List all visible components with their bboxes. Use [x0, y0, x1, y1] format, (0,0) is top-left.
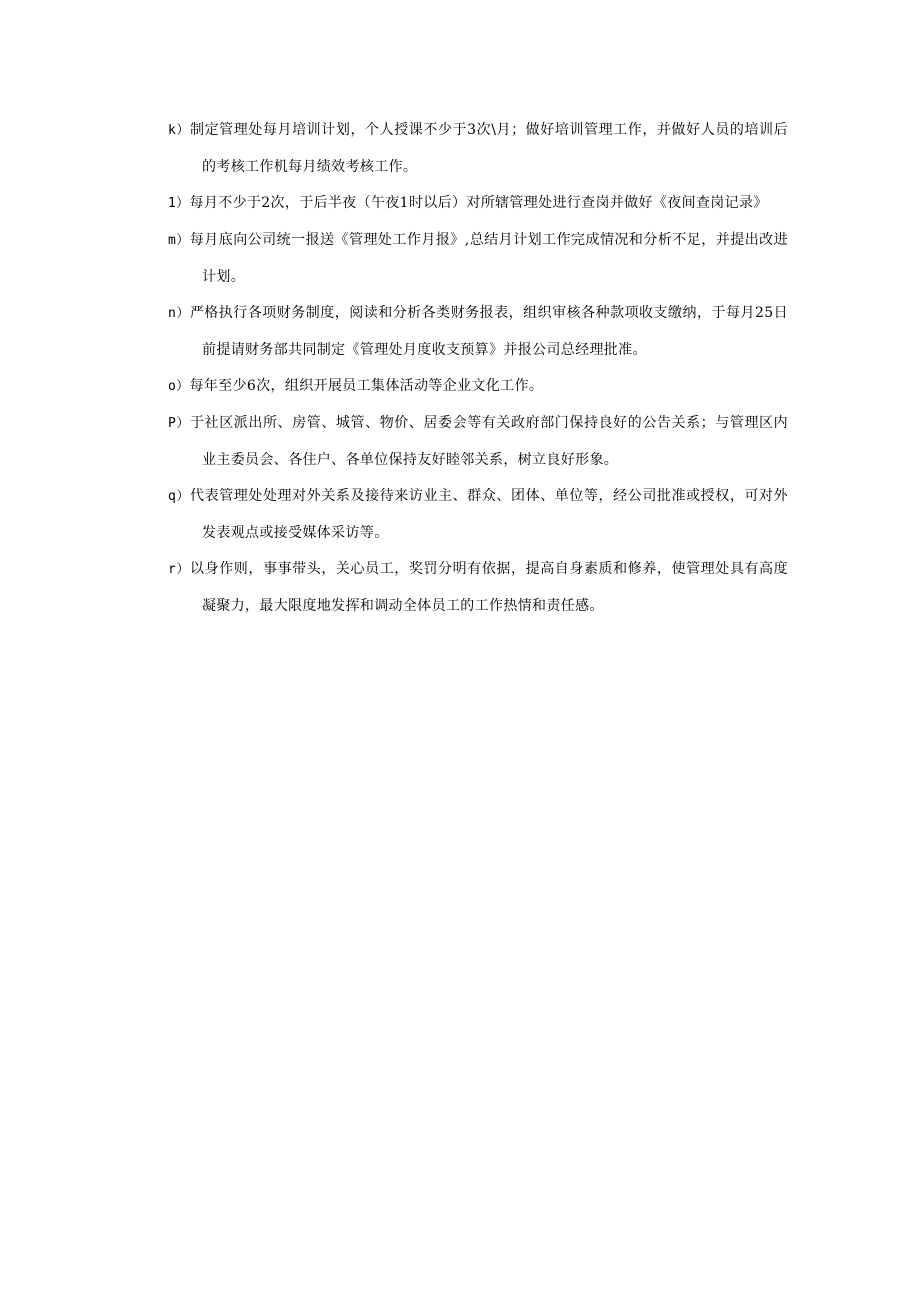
list-item — [168, 222, 788, 295]
list-item — [168, 368, 788, 405]
item-text: 代表管理处处理对外关系及接待来访业主、群众、团体、单位等，经公司批准或授权，可对外发表观点或接受媒体采访等。 — [190, 488, 788, 541]
list-item — [168, 185, 788, 222]
item-label: 1） — [168, 196, 190, 211]
item-text: 于社区派出所、房管、城管、物价、居委会等有关政府部门保持良好的公告关系；与管理区内业主委员会、各住户、各单位保持友好睦邻关系，树立良好形象。 — [190, 415, 788, 468]
list-item — [168, 478, 788, 551]
item-text: 每月底向公司统一报送《管理处工作月报》,总结月计划工作完成情况和分析不足，并提出改进计划。 — [189, 232, 788, 285]
item-label: k） — [168, 123, 190, 138]
item-label: r） — [168, 562, 191, 577]
item-text: 严格执行各项财务制度，阅读和分析各类财务报表，组织审核各种款项收支缴纳，于每月25日前提请财务部共同制定《管理处月度收支预算》并报公司总经理批准。 — [189, 305, 788, 358]
item-text: 以身作则，事事带头，关心员工，奖罚分明有依据，提高自身素质和修养，使管理处具有高度凝聚力，最大限度地发挥和调动全体员工的工作热情和责任感。 — [190, 561, 788, 614]
item-text: 每年至少6次，组织开展员工集体活动等企业文化工作。 — [189, 378, 544, 394]
item-label: o） — [168, 379, 190, 394]
list-item — [168, 112, 788, 185]
list-item — [168, 551, 788, 624]
item-label: q） — [168, 489, 191, 504]
list-item — [168, 295, 788, 368]
item-text: 制定管理处每月培训计划，个人授课不少于3次\月；做好培训管理工作，并做好人员的培训后的考核工作机每月绩效考核工作。 — [190, 122, 788, 175]
item-label: n） — [168, 306, 190, 321]
item-text: 每月不少于2次，于后半夜（午夜1时以后）对所辖管理处进行查岗并做好《夜间查岗记录》 — [189, 195, 768, 211]
item-label: P） — [168, 416, 191, 431]
item-label: m） — [168, 233, 190, 248]
list-item — [168, 405, 788, 478]
duty-list — [168, 112, 788, 624]
